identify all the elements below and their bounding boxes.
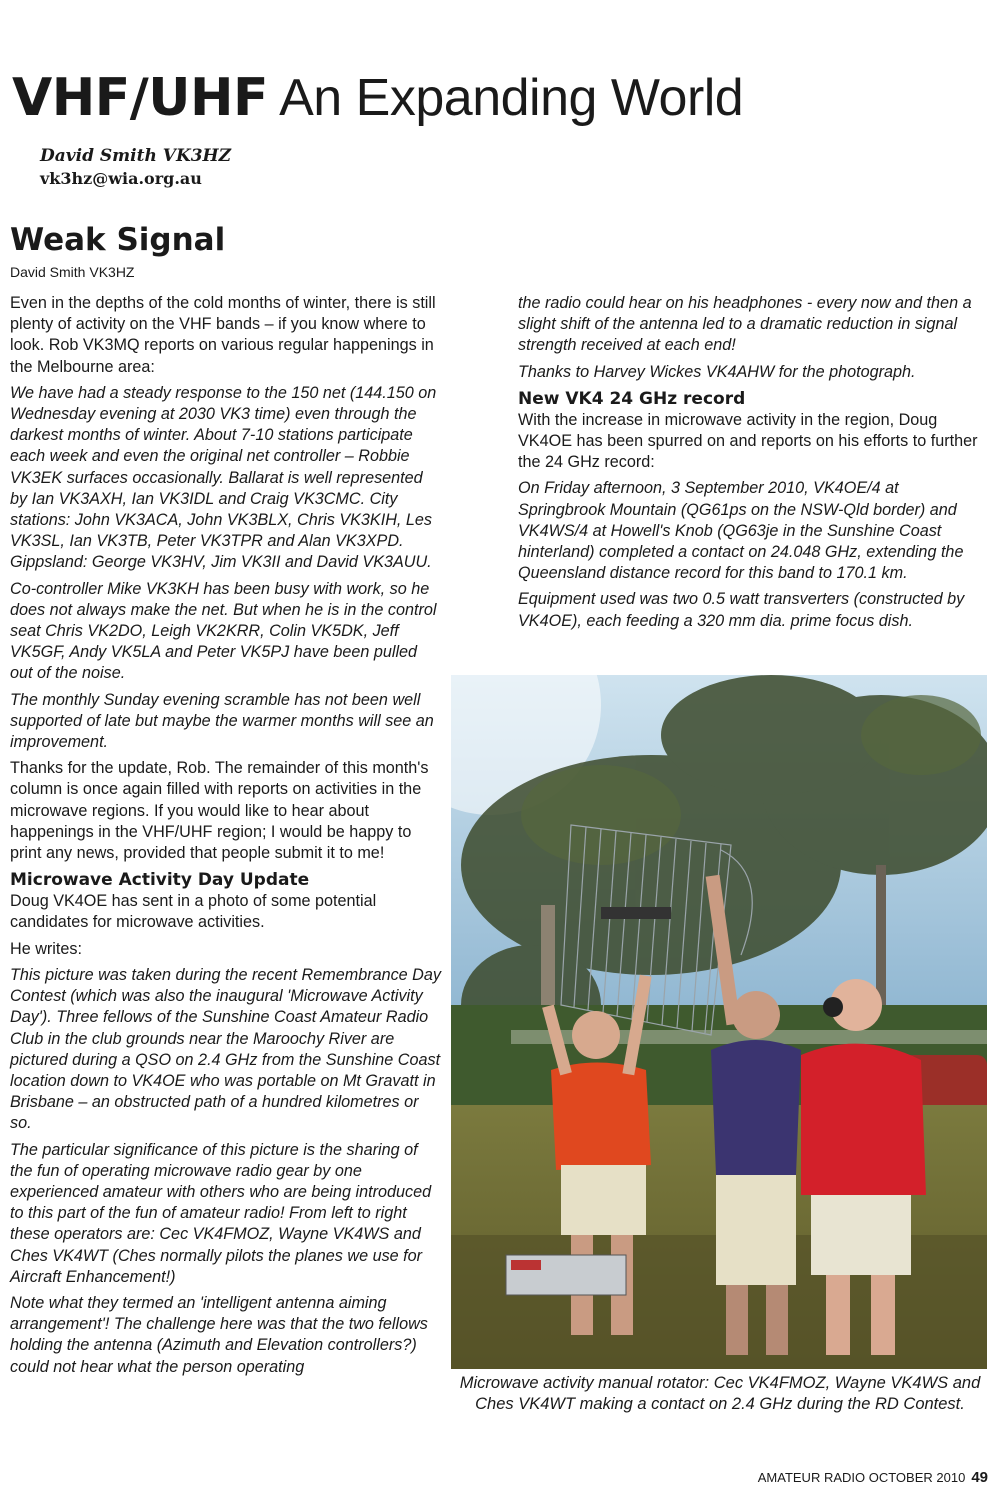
quoted-paragraph: Note what they termed an 'intelligent antenna aiming arrangement'! The challenge here was that the two fellows holding the antenna (Azimuth and Elevation controllers?) could not hear what the person operating — [10, 1293, 428, 1376]
photo-caption: Microwave activity manual rotator: Cec VK4FMOZ, Wayne VK4WS and Ches VK4WT making a contact on 2.4 GHz during the RD Contest. — [459, 1374, 981, 1413]
photo-illustration — [451, 675, 987, 1369]
subheading-24ghz-record: New VK4 24 GHz record — [518, 388, 746, 409]
paragraph: Even in the depths of the cold months of winter, there is still plenty of activity on the VHF bands – if you know where to look. Rob VK3MQ reports on various regular happenings in the Melbourne area: — [10, 294, 436, 376]
title-light: An Expanding World — [268, 69, 744, 127]
paragraph: He writes: — [10, 939, 82, 958]
quoted-paragraph: Co-controller Mike VK3KH has been busy with work, so he does not always make the net. But when he is in the control seat Chris VK2DO, Leigh VK2KRR, Colin VK5DK, Jeff VK5GF, Andy VK5LA and Peter VK5PJ have been pulled out of the noise. — [10, 579, 437, 683]
quoted-paragraph: On Friday afternoon, 3 September 2010, VK4OE/4 at Springbrook Mountain (QG61ps on the NSW-Qld border) and VK4WS/4 at Howell's Knob (QG63je in the Sunshine Coast hinterland) completed a contact on 24.048 GHz, extending the Queensland distance record for this band to 170.1 km. — [518, 479, 964, 583]
article-photo — [451, 675, 987, 1369]
quoted-paragraph: The monthly Sunday evening scramble has not been well supported of late but maybe the warmer months will see an improvement. — [10, 690, 434, 752]
quoted-paragraph: The particular significance of this picture is the sharing of the fun of operating microwave radio gear by one experienced amateur with others who are being introduced to this part of the fun of amateur radio! From left to right these operators are: Cec VK4FMOZ, Wayne VK4WS and Ches VK4WT (Ches normally pilots the planes we use for Aircraft Enhancement!) — [10, 1140, 432, 1286]
quoted-paragraph: Equipment used was two 0.5 watt transverters (constructed by VK4OE), each feeding a 320 mm dia. prime focus dish. — [518, 590, 965, 630]
quoted-paragraph: the radio could hear on his headphones - every now and then a slight shift of the antenna led to a dramatic reduction in signal strength received at each end! — [518, 294, 972, 355]
page-title — [12, 66, 743, 130]
paragraph: Doug VK4OE has sent in a photo of some potential candidates for microwave activities. — [10, 892, 377, 932]
subheading-microwave-activity-day: Microwave Activity Day Update — [10, 870, 310, 891]
page-number: 49 — [971, 1469, 988, 1486]
section-byline: David Smith VK3HZ — [10, 264, 135, 280]
quoted-paragraph: We have had a steady response to the 150 net (144.150 on Wednesday evening at 2030 VK3 time) even through the darkest months of winter. About 7-10 stations participate each week and even the original net controller – Robbie VK3EK surfaces occasionally. Ballarat is well represented by Ian VK3AXH, Ian VK3IDL and Craig VK3CMC. City stations: John VK3ACA, John VK3BLX, Chris VK3KIH, Les VK3SL, Ian VK3TB, Peter VK3TPR and Alan VK3XPD. Gippsland: George VK3HV, Jim VK3II and David VK3AUU. — [10, 383, 437, 572]
left-column — [10, 293, 442, 1383]
paragraph: With the increase in microwave activity in the region, Doug VK4OE has been spurred on and reports on his efforts to further the 24 GHz record: — [518, 410, 978, 472]
quoted-paragraph: Thanks to Harvey Wickes VK4AHW for the photograph. — [518, 362, 916, 381]
author-email: vk3hz@wia.org.au — [40, 169, 202, 188]
page-footer — [758, 1469, 988, 1486]
paragraph: Thanks for the update, Rob. The remainder of this month's column is once again filled with reports on activities in the microwave regions. If you would like to hear about happenings in the VHF/UHF region; I would be happy to print any news, provided that people submit it to me! — [10, 759, 429, 863]
column-author: David Smith VK3HZ — [40, 146, 232, 166]
section-title: Weak Signal — [10, 222, 226, 258]
magazine-issue: AMATEUR RADIO OCTOBER 2010 — [757, 1470, 966, 1485]
quoted-paragraph: This picture was taken during the recent Remembrance Day Contest (which was also the inaugural 'Microwave Activity Day'). Three fellows of the Sunshine Coast Amateur Radio Club in the club grounds near the Maroochy River are pictured during a QSO on 2.4 GHz from the Sunshine Coast location down to VK4OE who was portable on Mt Gravatt in Brisbane – an obstructed path of a hundred kilometres or so. — [10, 965, 441, 1133]
right-column — [518, 293, 988, 637]
title-bold: VHF/UHF — [12, 68, 269, 128]
